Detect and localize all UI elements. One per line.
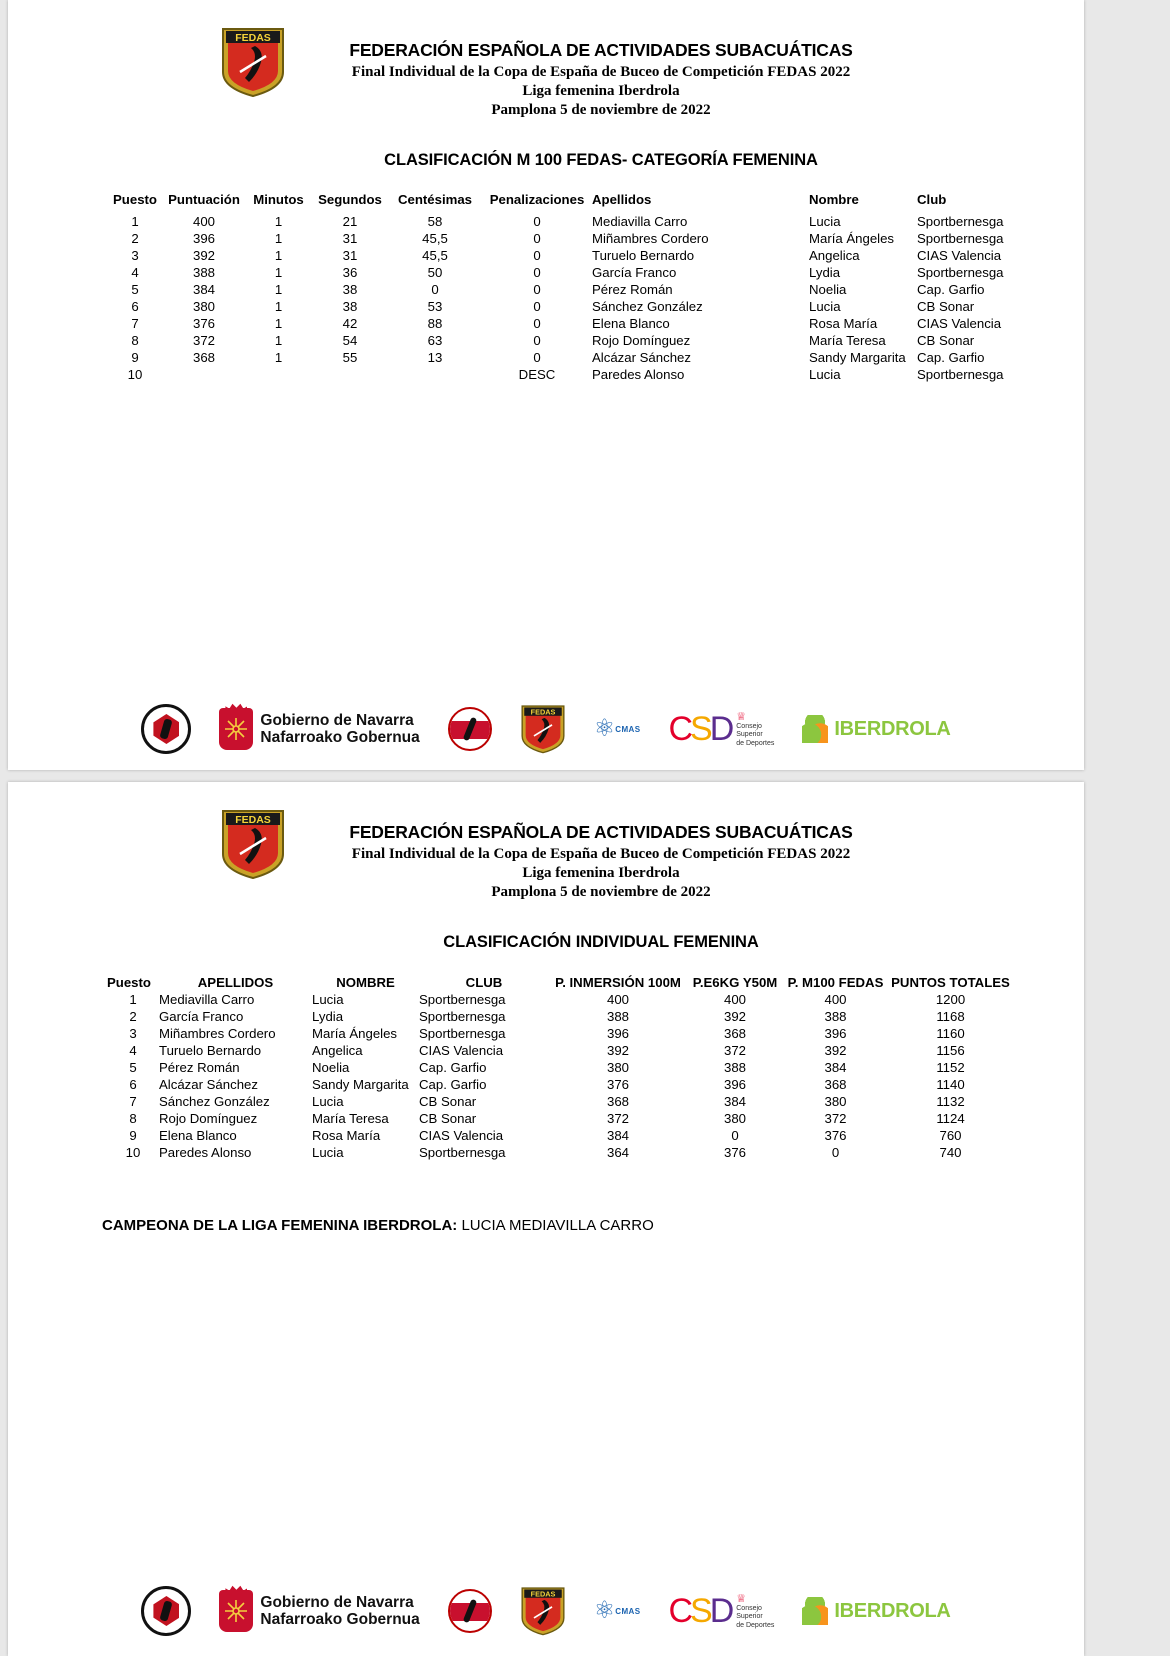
- cell-nombre: Lucia: [312, 1093, 344, 1109]
- cell-centesimas: 58: [427, 213, 443, 229]
- col-puntos-totales: PUNTOS TOTALES: [891, 974, 1010, 990]
- diver-club-icon: [448, 701, 492, 757]
- cell-club: Cap. Garfio: [917, 281, 985, 297]
- cell-p-e6kg-y50m: 388: [723, 1059, 746, 1075]
- csd-label-3: de Deportes: [736, 1621, 775, 1629]
- cell-puesto: 10: [127, 366, 143, 382]
- cell-segundos: 38: [342, 298, 358, 314]
- cell-puntos-totales: 760: [939, 1127, 962, 1143]
- cell-penalizaciones: 0: [533, 230, 541, 246]
- page-2: [8, 782, 1084, 1656]
- cell-minutos: 1: [274, 281, 283, 297]
- cell-puesto: 5: [129, 1059, 137, 1075]
- m100-results-body: [107, 213, 1027, 383]
- champion-label: CAMPEONA DE LA LIGA FEMENINA IBERDROLA:: [102, 1216, 458, 1234]
- sponsor-strip-page-2: [8, 1578, 1084, 1644]
- cell-puesto: 5: [131, 281, 139, 297]
- cell-club: CIAS Valencia: [917, 247, 1002, 263]
- cell-puntuacion: 376: [192, 315, 215, 331]
- cell-puntos-totales: 1132: [936, 1093, 965, 1109]
- cell-segundos: 21: [342, 213, 358, 229]
- cell-apellidos: Rojo Domínguez: [159, 1110, 258, 1126]
- col-club: CLUB: [465, 974, 503, 990]
- col-puesto: Puesto: [107, 974, 151, 990]
- cell-segundos: 31: [342, 230, 358, 246]
- cell-puesto: 9: [129, 1127, 137, 1143]
- cell-puntuacion: 400: [192, 213, 215, 229]
- subtitle-line-1: Final Individual de la Copa de España de Buceo de Competición FEDAS 2022: [351, 64, 851, 80]
- cell-puesto: 10: [125, 1144, 141, 1160]
- table-row: [107, 315, 1027, 332]
- cell-puesto: 4: [129, 1042, 137, 1058]
- cell-segundos: 55: [342, 349, 358, 365]
- cmas-label: CMAS: [615, 1606, 641, 1616]
- col-nombre: Nombre: [809, 191, 859, 207]
- cell-p-m100-fedas: 388: [824, 1008, 847, 1024]
- cell-p-e6kg-y50m: 384: [723, 1093, 746, 1109]
- cell-segundos: 36: [342, 264, 358, 280]
- cell-p-e6kg-y50m: 400: [723, 991, 746, 1007]
- champion-name: LUCIA MEDIAVILLA CARRO: [461, 1216, 654, 1234]
- subtitle-line-3: Pamplona 5 de noviembre de 2022: [491, 884, 711, 901]
- col-penalizaciones: Penalizaciones: [489, 191, 585, 207]
- cell-club: Cap. Garfio: [917, 349, 985, 365]
- cell-puntuacion: 392: [192, 247, 215, 263]
- gobierno-de-navarra-logo: [219, 1583, 419, 1639]
- table-row: [107, 1144, 1013, 1161]
- cell-puesto: 7: [129, 1093, 137, 1109]
- cell-penalizaciones: 0: [533, 332, 541, 348]
- cell-centesimas: 13: [427, 349, 443, 365]
- cell-p-m100-fedas: 372: [824, 1110, 847, 1126]
- cell-puntuacion: 388: [192, 264, 215, 280]
- table-row: [107, 298, 1027, 315]
- iberdrola-logo: [802, 701, 950, 757]
- cell-puesto: 6: [129, 1076, 137, 1092]
- cell-nombre: Sandy Margarita: [809, 349, 906, 365]
- cell-puesto: 7: [131, 315, 139, 331]
- cell-club: CIAS Valencia: [917, 315, 1002, 331]
- cell-segundos: 31: [342, 247, 358, 263]
- document-header-2: [8, 782, 1084, 903]
- cell-p-m100-fedas: 0: [831, 1144, 840, 1160]
- cell-nombre: Sandy Margarita: [312, 1076, 409, 1092]
- individual-results-body: [107, 991, 1013, 1161]
- svg-text:FEDAS: FEDAS: [235, 32, 271, 44]
- page-1: [8, 0, 1084, 770]
- cell-club: CB Sonar: [917, 298, 975, 314]
- col-segundos: Segundos: [318, 191, 382, 207]
- cell-nombre: Lucia: [312, 991, 344, 1007]
- cmas-logo: ⚛ CMAS: [593, 1597, 641, 1624]
- cell-club: CB Sonar: [917, 332, 975, 348]
- cell-p-m100-fedas: 384: [824, 1059, 847, 1075]
- table-row: [107, 1025, 1013, 1042]
- table-row: [107, 1127, 1013, 1144]
- cell-club: Sportbernesga: [419, 1008, 506, 1024]
- cell-nombre: María Ángeles: [312, 1025, 398, 1041]
- col-centesimas: Centésimas: [397, 191, 473, 207]
- cell-p-inmersion-100m: 380: [606, 1059, 629, 1075]
- cell-centesimas: 45,5: [422, 230, 448, 246]
- cell-apellidos: Sánchez González: [592, 298, 703, 314]
- cell-p-m100-fedas: 380: [824, 1093, 847, 1109]
- table-row: [107, 247, 1027, 264]
- cell-p-m100-fedas: 400: [824, 991, 847, 1007]
- cell-club: Sportbernesga: [917, 213, 1004, 229]
- cell-minutos: 1: [274, 298, 283, 314]
- cell-minutos: 1: [274, 264, 283, 280]
- cell-puesto: 6: [131, 298, 139, 314]
- cell-puesto: 1: [131, 213, 139, 229]
- cell-puesto: 4: [131, 264, 139, 280]
- gobierno-navarra-label-eu: Nafarroako Gobernua: [260, 1611, 420, 1628]
- svg-text:FEDAS: FEDAS: [530, 707, 556, 717]
- csd-label-1: Consejo: [736, 1605, 762, 1613]
- table-row: [107, 366, 1027, 383]
- cell-nombre: Rosa María: [809, 315, 878, 331]
- champion-line: [102, 1217, 1084, 1234]
- cell-nombre: María Ángeles: [809, 230, 895, 246]
- cell-club: Sportbernesga: [917, 366, 1004, 382]
- cell-minutos: 1: [274, 247, 283, 263]
- table-row: [107, 1059, 1013, 1076]
- cell-p-e6kg-y50m: 392: [723, 1008, 746, 1024]
- cell-puntuacion: 396: [192, 230, 215, 246]
- cell-nombre: Lydia: [312, 1008, 344, 1024]
- subtitle-line-2: Liga femenina Iberdrola: [522, 83, 680, 100]
- cell-penalizaciones: 0: [533, 264, 541, 280]
- iberdrola-label: IBERDROLA: [834, 1599, 951, 1622]
- table-header-row: [107, 974, 1013, 991]
- col-nombre: NOMBRE: [336, 974, 395, 990]
- cell-p-inmersion-100m: 372: [606, 1110, 629, 1126]
- cell-penalizaciones: 0: [533, 349, 541, 365]
- table-row: [107, 1076, 1013, 1093]
- cmas-logo: ⚛ CMAS: [593, 715, 641, 742]
- cell-p-m100-fedas: 368: [824, 1076, 847, 1092]
- cell-apellidos: Turuelo Bernardo: [159, 1042, 262, 1058]
- cell-club: Sportbernesga: [419, 991, 506, 1007]
- cell-puesto: 3: [131, 247, 139, 263]
- cell-nombre: Rosa María: [312, 1127, 381, 1143]
- cell-p-m100-fedas: 376: [824, 1127, 847, 1143]
- cell-minutos: [245, 366, 312, 383]
- cell-club: Cap. Garfio: [419, 1059, 487, 1075]
- cell-club: CB Sonar: [419, 1110, 477, 1126]
- cell-apellidos: Turuelo Bernardo: [592, 247, 695, 263]
- table-row: [107, 332, 1027, 349]
- cell-puesto: 2: [129, 1008, 137, 1024]
- cell-apellidos: Sánchez González: [159, 1093, 270, 1109]
- col-p-inmersion-100m: P. INMERSIÓN 100M: [555, 974, 681, 990]
- cell-puntos-totales: 740: [939, 1144, 962, 1160]
- navarra-seal-icon: [141, 701, 191, 757]
- cell-puesto: 3: [129, 1025, 137, 1041]
- col-apellidos: APELLIDOS: [197, 974, 274, 990]
- fedas-logo-icon: [220, 808, 286, 880]
- cell-segundos: [312, 366, 388, 383]
- cell-penalizaciones: 0: [533, 315, 541, 331]
- cell-puntos-totales: 1152: [936, 1059, 965, 1075]
- cell-apellidos: Rojo Domínguez: [592, 332, 691, 348]
- m100-results-table: [107, 192, 1027, 383]
- table-row: [107, 1008, 1013, 1025]
- gobierno-navarra-label-es: Gobierno de Navarra: [260, 711, 414, 729]
- cell-nombre: Angelica: [809, 247, 860, 263]
- cell-p-inmersion-100m: 396: [606, 1025, 629, 1041]
- table-row: [107, 213, 1027, 230]
- cell-minutos: 1: [274, 349, 283, 365]
- cell-penalizaciones: 0: [533, 213, 541, 229]
- cell-p-inmersion-100m: 392: [606, 1042, 629, 1058]
- cell-segundos: 42: [342, 315, 358, 331]
- cell-nombre: Lucia: [809, 213, 841, 229]
- cell-puntuacion: 368: [192, 349, 215, 365]
- cell-minutos: 1: [274, 230, 283, 246]
- cell-p-inmersion-100m: 364: [606, 1144, 629, 1160]
- col-puntuacion: Puntuación: [168, 191, 240, 207]
- cell-puntos-totales: 1140: [936, 1076, 965, 1092]
- cell-club: Sportbernesga: [419, 1144, 506, 1160]
- csd-label-2: Superior: [736, 731, 763, 739]
- cell-nombre: María Teresa: [809, 332, 886, 348]
- cell-penalizaciones: 0: [533, 281, 541, 297]
- cell-penalizaciones: DESC: [518, 366, 556, 382]
- document-header: [8, 0, 1084, 121]
- cell-club: Sportbernesga: [419, 1025, 506, 1041]
- col-minutos: Minutos: [253, 191, 304, 207]
- col-p-m100-fedas: P. M100 FEDAS: [787, 974, 884, 990]
- cell-apellidos: Miñambres Cordero: [159, 1025, 276, 1041]
- cell-centesimas: [388, 366, 482, 383]
- cell-apellidos: Miñambres Cordero: [592, 230, 709, 246]
- cell-club: Sportbernesga: [917, 264, 1004, 280]
- federation-title: FEDERACIÓN ESPAÑOLA DE ACTIVIDADES SUBACUÁTICAS: [349, 822, 853, 842]
- subtitle-line-1: Final Individual de la Copa de España de Buceo de Competición FEDAS 2022: [351, 846, 851, 862]
- cell-apellidos: Elena Blanco: [592, 315, 670, 331]
- cell-p-m100-fedas: 392: [824, 1042, 847, 1058]
- cell-nombre: Noelia: [312, 1059, 350, 1075]
- cell-centesimas: 0: [431, 281, 439, 297]
- cell-puesto: 1: [129, 991, 137, 1007]
- fedas-sponsor-icon: [520, 1583, 566, 1639]
- cell-segundos: 54: [342, 332, 358, 348]
- cell-nombre: Lydia: [809, 264, 841, 280]
- cell-club: Sportbernesga: [917, 230, 1004, 246]
- cell-puntos-totales: 1160: [936, 1025, 965, 1041]
- cell-nombre: Lucia: [809, 366, 841, 382]
- cell-puesto: 9: [131, 349, 139, 365]
- csd-label-3: de Deportes: [736, 739, 775, 747]
- cell-centesimas: 88: [427, 315, 443, 331]
- iberdrola-label: IBERDROLA: [834, 717, 951, 740]
- cell-centesimas: 45,5: [422, 247, 448, 263]
- cmas-label: CMAS: [615, 724, 641, 734]
- cell-puntos-totales: 1156: [936, 1042, 965, 1058]
- cell-segundos: 38: [342, 281, 358, 297]
- cell-penalizaciones: 0: [533, 298, 541, 314]
- cell-apellidos: Alcázar Sánchez: [592, 349, 691, 365]
- navarra-seal-icon: [141, 1583, 191, 1639]
- svg-text:FEDAS: FEDAS: [530, 1589, 556, 1599]
- cell-p-inmersion-100m: 384: [606, 1127, 629, 1143]
- cell-apellidos: García Franco: [159, 1008, 244, 1024]
- cell-p-e6kg-y50m: 368: [723, 1025, 746, 1041]
- cell-puntuacion: 372: [192, 332, 215, 348]
- cell-club: CIAS Valencia: [419, 1127, 504, 1143]
- cell-puesto: 8: [129, 1110, 137, 1126]
- page-1-section-title: CLASIFICACIÓN M 100 FEDAS- CATEGORÍA FEMENINA: [384, 150, 818, 169]
- cell-centesimas: 53: [427, 298, 443, 314]
- cell-puntuacion: 384: [192, 281, 215, 297]
- cell-p-e6kg-y50m: 376: [723, 1144, 746, 1160]
- cell-apellidos: García Franco: [592, 264, 677, 280]
- cell-nombre: Lucia: [312, 1144, 344, 1160]
- table-row: [107, 349, 1027, 366]
- cell-p-e6kg-y50m: 396: [723, 1076, 746, 1092]
- table-header-row: [107, 192, 1027, 213]
- subtitle-line-3: Pamplona 5 de noviembre de 2022: [491, 102, 711, 119]
- individual-results-table: [107, 974, 1013, 1161]
- cell-nombre: Angelica: [312, 1042, 363, 1058]
- cell-puntos-totales: 1200: [935, 991, 966, 1007]
- cell-minutos: 1: [274, 315, 283, 331]
- cell-minutos: 1: [274, 332, 283, 348]
- csd-label-1: Consejo: [736, 723, 762, 731]
- subtitle-line-2: Liga femenina Iberdrola: [522, 865, 680, 882]
- sponsor-strip-page-1: [8, 696, 1084, 762]
- cell-nombre: Lucia: [809, 298, 841, 314]
- cell-puntos-totales: 1168: [936, 1008, 965, 1024]
- gobierno-navarra-label-es: Gobierno de Navarra: [260, 1593, 414, 1611]
- cell-puesto: 8: [131, 332, 139, 348]
- cell-nombre: Noelia: [809, 281, 847, 297]
- cell-apellidos: Alcázar Sánchez: [159, 1076, 258, 1092]
- iberdrola-logo: [802, 1583, 950, 1639]
- cell-puntuacion: 380: [192, 298, 215, 314]
- consejo-superior-deportes-logo: CSD ♕ Consejo Superior de Deportes: [668, 710, 775, 748]
- cell-apellidos: Mediavilla Carro: [159, 991, 255, 1007]
- cell-apellidos: Paredes Alonso: [592, 366, 685, 382]
- cell-puntos-totales: 1124: [936, 1110, 965, 1126]
- cell-apellidos: Pérez Román: [592, 281, 673, 297]
- table-row: [107, 1093, 1013, 1110]
- table-row: [107, 1110, 1013, 1127]
- csd-label-2: Superior: [736, 1613, 763, 1621]
- cell-p-inmersion-100m: 376: [606, 1076, 629, 1092]
- cell-p-e6kg-y50m: 0: [731, 1127, 739, 1143]
- fedas-sponsor-icon: [520, 701, 566, 757]
- cell-p-inmersion-100m: 400: [606, 991, 629, 1007]
- table-row: [107, 281, 1027, 298]
- diver-club-icon: [448, 1583, 492, 1639]
- cell-centesimas: 50: [427, 264, 443, 280]
- table-row: [107, 1042, 1013, 1059]
- gobierno-navarra-label-eu: Nafarroako Gobernua: [260, 729, 420, 746]
- individual-results-table-wrapper: [107, 974, 1084, 1161]
- cell-apellidos: Mediavilla Carro: [592, 213, 688, 229]
- cell-club: CB Sonar: [419, 1093, 477, 1109]
- svg-text:FEDAS: FEDAS: [235, 814, 271, 826]
- cell-p-e6kg-y50m: 380: [723, 1110, 746, 1126]
- table-row: [107, 991, 1013, 1008]
- cell-p-inmersion-100m: 368: [606, 1093, 629, 1109]
- col-apellidos: Apellidos: [592, 191, 652, 207]
- cell-apellidos: Elena Blanco: [159, 1127, 237, 1143]
- cell-apellidos: Pérez Román: [159, 1059, 240, 1075]
- col-p-e6kg-y50m: P.E6KG Y50M: [692, 974, 778, 990]
- col-club: Club: [917, 191, 947, 207]
- m100-results-table-wrapper: [107, 192, 1084, 383]
- fedas-logo-icon: [220, 26, 286, 98]
- cell-minutos: 1: [274, 213, 283, 229]
- page-2-section-title: CLASIFICACIÓN INDIVIDUAL FEMENINA: [443, 932, 759, 951]
- cell-p-inmersion-100m: 388: [606, 1008, 629, 1024]
- table-row: [107, 230, 1027, 247]
- col-puesto: Puesto: [113, 191, 157, 207]
- cell-centesimas: 63: [427, 332, 443, 348]
- table-row: [107, 264, 1027, 281]
- cell-penalizaciones: 0: [533, 247, 541, 263]
- cell-puntuacion: [163, 366, 245, 383]
- gobierno-de-navarra-logo: [219, 701, 419, 757]
- cell-p-e6kg-y50m: 372: [723, 1042, 746, 1058]
- federation-title: FEDERACIÓN ESPAÑOLA DE ACTIVIDADES SUBACUÁTICAS: [349, 40, 853, 60]
- cell-club: Cap. Garfio: [419, 1076, 487, 1092]
- cell-puesto: 2: [131, 230, 139, 246]
- cell-club: CIAS Valencia: [419, 1042, 504, 1058]
- cell-p-m100-fedas: 396: [824, 1025, 847, 1041]
- cell-nombre: María Teresa: [312, 1110, 389, 1126]
- consejo-superior-deportes-logo: CSD ♕ Consejo Superior de Deportes: [668, 1592, 775, 1630]
- cell-apellidos: Paredes Alonso: [159, 1144, 252, 1160]
